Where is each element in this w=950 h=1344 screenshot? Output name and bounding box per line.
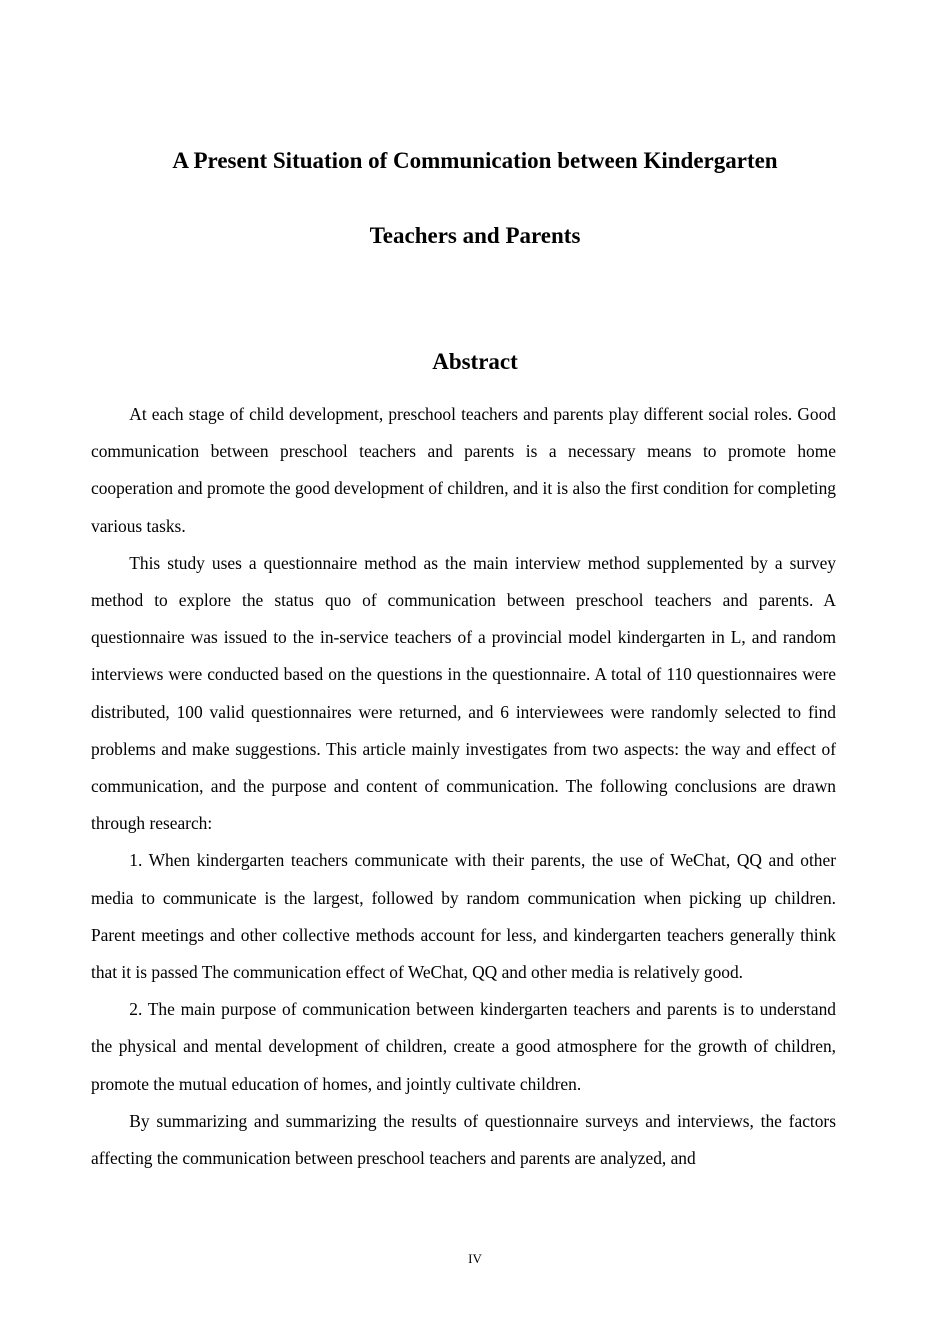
paper-title-line-2: Teachers and Parents [369, 223, 581, 248]
paper-title-line-1: A Present Situation of Communication between Kindergarten [172, 148, 778, 173]
page-number: IV [468, 1251, 482, 1266]
abstract-paragraph-3: 1. When kindergarten teachers communicate with their parents, the use of WeChat, QQ and other media to communicate is the largest, followed by random communication when picking up children. Parent meetings and other collective methods account for less, and kindergarten teachers generally think that it is passed The communication effect of WeChat, QQ and other media is relatively good. [91, 850, 836, 983]
abstract-paragraph-4: 2. The main purpose of communication between kindergarten teachers and parents is to understand the physical and mental development of children, create a good atmosphere for the growth of children, promote the mutual education of homes, and jointly cultivate children. [91, 999, 836, 1094]
abstract-paragraph-5: By summarizing and summarizing the results of questionnaire surveys and interviews, the factors affecting the communication between preschool teachers and parents are analyzed, and [91, 1110, 836, 1169]
abstract-paragraph-1: At each stage of child development, preschool teachers and parents play different social roles. Good communication between preschool teachers and parents is a necessary means to promote home cooperation and promote the good development of children, and it is also the first condition for completing various tasks. [91, 404, 836, 536]
abstract-body [91, 396, 836, 1177]
abstract-paragraph-2: This study uses a questionnaire method as the main interview method supplemented by a survey method to explore the status quo of communication between preschool teachers and parents. A questionnaire was issued to the in-service teachers of a provincial model kindergarten in L, and random interviews were conducted based on the questions in the questionnaire. A total of 110 questionnaires were distributed, 100 valid questionnaires were returned, and 6 interviewees were randomly selected to find problems and make suggestions. This article mainly investigates from two aspects: the way and effect of communication, and the purpose and content of communication. The following conclusions are drawn through research: [91, 552, 836, 834]
abstract-heading: Abstract [432, 349, 518, 374]
